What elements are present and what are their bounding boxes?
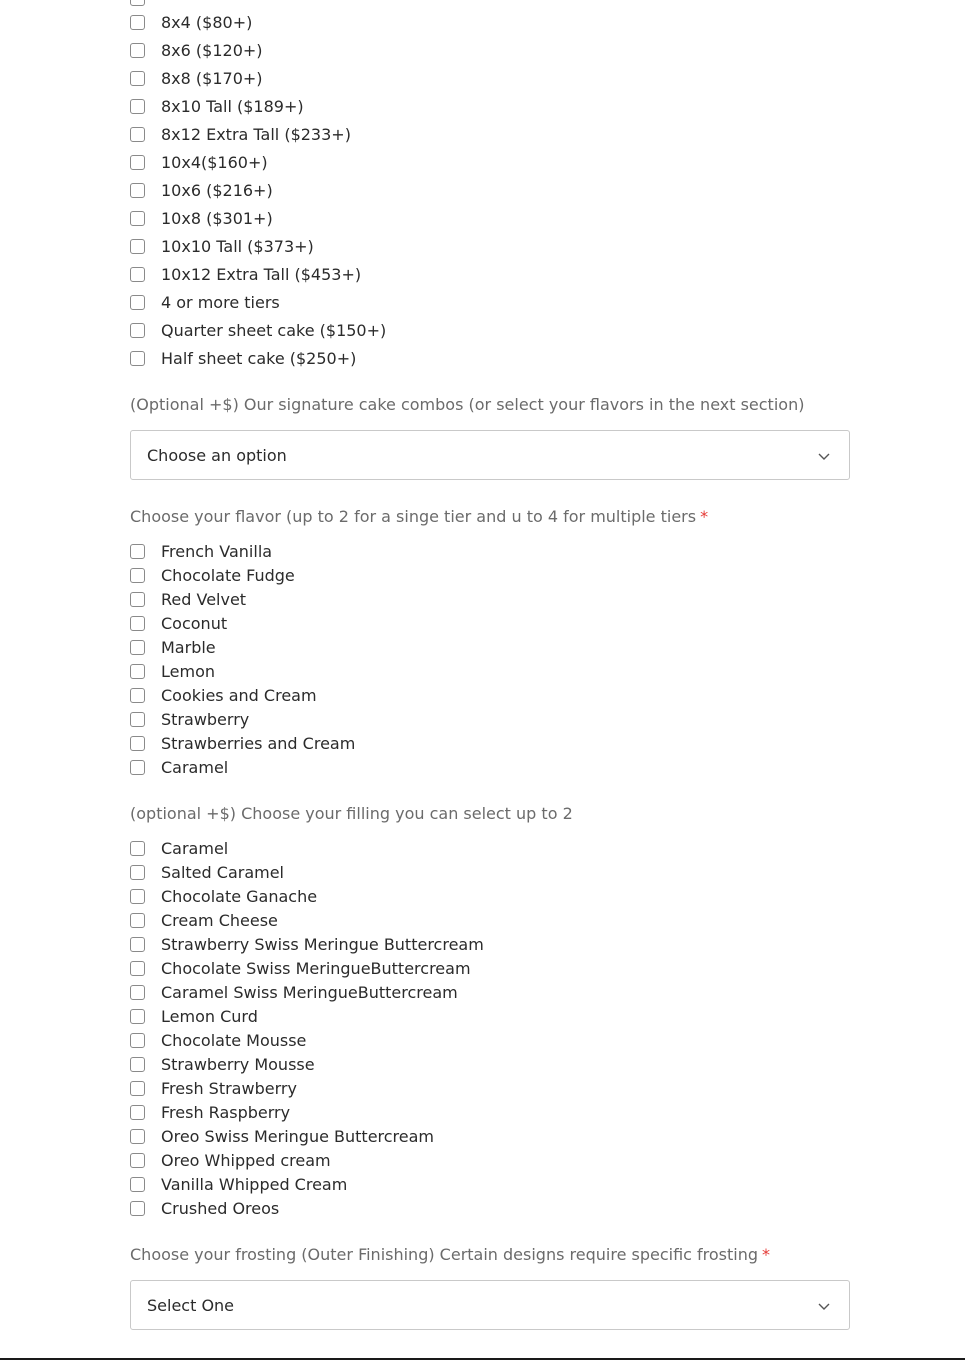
filling-option-label: Oreo Swiss Meringue Buttercream: [161, 1126, 435, 1146]
checkbox[interactable]: [130, 640, 145, 655]
flavor-option-label: French Vanilla: [161, 541, 273, 561]
checkbox[interactable]: [130, 183, 145, 198]
size-option-label: 8x10 Tall ($189+): [161, 96, 304, 116]
checkbox[interactable]: [130, 913, 145, 928]
flavor-label: [130, 507, 708, 526]
size-option[interactable]: [130, 235, 314, 257]
flavor-option-label: Coconut: [161, 613, 228, 633]
size-option-label: 8x4 ($80+): [161, 12, 253, 32]
size-option[interactable]: [130, 123, 351, 145]
checkbox[interactable]: [130, 688, 145, 703]
checkbox[interactable]: [130, 43, 145, 58]
required-asterisk: *: [700, 507, 709, 526]
filling-option[interactable]: [130, 1197, 279, 1219]
filling-option[interactable]: [130, 981, 458, 1003]
checkbox[interactable]: [130, 15, 145, 30]
required-asterisk: *: [762, 1245, 771, 1264]
filling-option-label: Cream Cheese: [161, 910, 278, 930]
filling-option-label: Vanilla Whipped Cream: [161, 1174, 348, 1194]
checkbox[interactable]: [130, 0, 145, 6]
size-option[interactable]: [130, 11, 252, 33]
checkbox[interactable]: [130, 1057, 145, 1072]
size-option[interactable]: [130, 67, 263, 89]
size-option[interactable]: [130, 179, 273, 201]
filling-option[interactable]: [130, 1173, 347, 1195]
flavor-option[interactable]: [130, 588, 246, 610]
checkbox[interactable]: [130, 1129, 145, 1144]
checkbox[interactable]: [130, 592, 145, 607]
flavor-option-label: Caramel: [161, 757, 229, 777]
checkbox[interactable]: [130, 127, 145, 142]
checkbox[interactable]: [130, 1033, 145, 1048]
size-option-label: Half sheet cake ($250+): [161, 348, 357, 368]
size-option-label: 8x12 Extra Tall ($233+): [161, 124, 351, 144]
checkbox[interactable]: [130, 889, 145, 904]
flavor-option[interactable]: [130, 684, 317, 706]
checkbox[interactable]: [130, 155, 145, 170]
combos-select[interactable]: [130, 430, 850, 480]
filling-option-label: Strawberry Swiss Meringue Buttercream: [161, 934, 484, 954]
filling-option[interactable]: [130, 957, 471, 979]
flavor-option-label: Marble: [161, 637, 216, 657]
filling-option-label: Caramel: [161, 838, 229, 858]
checkbox[interactable]: [130, 760, 145, 775]
flavor-option[interactable]: [130, 660, 215, 682]
size-option[interactable]: [130, 151, 268, 173]
chevron-down-icon: [817, 1299, 831, 1313]
filling-option-label: Chocolate Mousse: [161, 1030, 307, 1050]
size-option[interactable]: [130, 95, 304, 117]
filling-option-label: Crushed Oreos: [161, 1198, 280, 1218]
frosting-label: [130, 1245, 770, 1264]
checkbox[interactable]: [130, 841, 145, 856]
flavor-option-label: Lemon: [161, 661, 215, 681]
checkbox[interactable]: [130, 295, 145, 310]
checkbox[interactable]: [130, 71, 145, 86]
checkbox[interactable]: [130, 239, 145, 254]
checkbox[interactable]: [130, 351, 145, 366]
flavor-option[interactable]: [130, 540, 272, 562]
frosting-select[interactable]: [130, 1280, 850, 1330]
flavor-option[interactable]: [130, 708, 249, 730]
filling-option-label: Strawberry Mousse: [161, 1054, 315, 1074]
filling-option-label: Salted Caramel: [161, 862, 284, 882]
size-option[interactable]: [130, 39, 263, 61]
filling-option[interactable]: [130, 1149, 331, 1171]
checkbox[interactable]: [130, 961, 145, 976]
flavor-option[interactable]: [130, 732, 355, 754]
checkbox[interactable]: [130, 544, 145, 559]
combos-label: (Optional +$) Our signature cake combos (or select your flavors in the next section): [130, 395, 805, 414]
size-option-label: Quarter sheet cake ($150+): [161, 320, 387, 340]
checkbox[interactable]: [130, 937, 145, 952]
filling-option-label: Lemon Curd: [161, 1006, 258, 1026]
checkbox[interactable]: [130, 99, 145, 114]
checkbox[interactable]: [130, 1177, 145, 1192]
filling-option-label: Chocolate Ganache: [161, 886, 318, 906]
filling-option-label: Caramel Swiss MeringueButtercream: [161, 982, 458, 1002]
filling-option[interactable]: [130, 1077, 297, 1099]
filling-label: (optional +$) Choose your filling you can select up to 2: [130, 804, 573, 823]
flavor-option-label: Cookies and Cream: [161, 685, 317, 705]
filling-option[interactable]: [130, 1053, 315, 1075]
checkbox[interactable]: [130, 1081, 145, 1096]
size-option[interactable]: [130, 291, 280, 313]
size-option-label: 10x6 ($216+): [161, 180, 273, 200]
flavor-option-label: Chocolate Fudge: [161, 565, 295, 585]
checkbox[interactable]: [130, 267, 145, 282]
filling-option-label: Chocolate Swiss MeringueButtercream: [161, 958, 471, 978]
filling-option[interactable]: [130, 1101, 290, 1123]
size-option-label: 10x4($160+): [161, 152, 268, 172]
checkbox[interactable]: [130, 568, 145, 583]
flavor-option-label: Red Velvet: [161, 589, 247, 609]
filling-option[interactable]: [130, 1005, 258, 1027]
size-option-label: 8x6 ($120+): [161, 40, 263, 60]
checkbox[interactable]: [130, 616, 145, 631]
frosting-label-text: Choose your frosting (Outer Finishing) Certain designs require specific frosting: [130, 1245, 759, 1264]
flavor-option[interactable]: [130, 636, 216, 658]
size-option[interactable]: [130, 319, 386, 341]
filling-option[interactable]: [130, 885, 317, 907]
chevron-down-icon: [817, 449, 831, 463]
checkbox[interactable]: [130, 211, 145, 226]
size-option[interactable]: [130, 263, 361, 285]
filling-option[interactable]: [130, 909, 278, 931]
size-option[interactable]: [130, 207, 273, 229]
frosting-select-value: Select One: [147, 1295, 235, 1315]
filling-option-label: Fresh Strawberry: [161, 1078, 297, 1098]
size-option-label: 10x12 Extra Tall ($453+): [161, 264, 362, 284]
flavor-option-label: Strawberry: [161, 709, 250, 729]
checkbox[interactable]: [130, 736, 145, 751]
flavor-option[interactable]: [130, 564, 295, 586]
flavor-option[interactable]: [130, 756, 228, 778]
checkbox[interactable]: [130, 865, 145, 880]
filling-option-label: Fresh Raspberry: [161, 1102, 291, 1122]
combos-select-value: Choose an option: [147, 445, 287, 465]
size-option-label: 10x10 Tall ($373+): [161, 236, 314, 256]
filling-option[interactable]: [130, 1125, 434, 1147]
filling-option[interactable]: [130, 1029, 306, 1051]
flavor-option[interactable]: [130, 612, 227, 634]
checkbox[interactable]: [130, 1009, 145, 1024]
checkbox[interactable]: [130, 1153, 145, 1168]
partial-option-top: [130, 0, 161, 7]
checkbox[interactable]: [130, 664, 145, 679]
checkbox[interactable]: [130, 323, 145, 338]
checkbox[interactable]: [130, 1201, 145, 1216]
flavor-option-label: Strawberries and Cream: [161, 733, 356, 753]
flavor-label-text: Choose your flavor (up to 2 for a singe tier and u to 4 for multiple tiers: [130, 507, 697, 526]
filling-option[interactable]: [130, 861, 284, 883]
size-option[interactable]: [130, 347, 356, 369]
checkbox[interactable]: [130, 985, 145, 1000]
bottom-divider: [0, 1358, 965, 1360]
filling-option[interactable]: [130, 933, 484, 955]
filling-option[interactable]: [130, 837, 228, 859]
checkbox[interactable]: [130, 1105, 145, 1120]
checkbox[interactable]: [130, 712, 145, 727]
size-option-label: 4 or more tiers: [161, 292, 280, 312]
size-option-label: 10x8 ($301+): [161, 208, 273, 228]
size-option-label: 8x8 ($170+): [161, 68, 263, 88]
filling-option-label: Oreo Whipped cream: [161, 1150, 331, 1170]
